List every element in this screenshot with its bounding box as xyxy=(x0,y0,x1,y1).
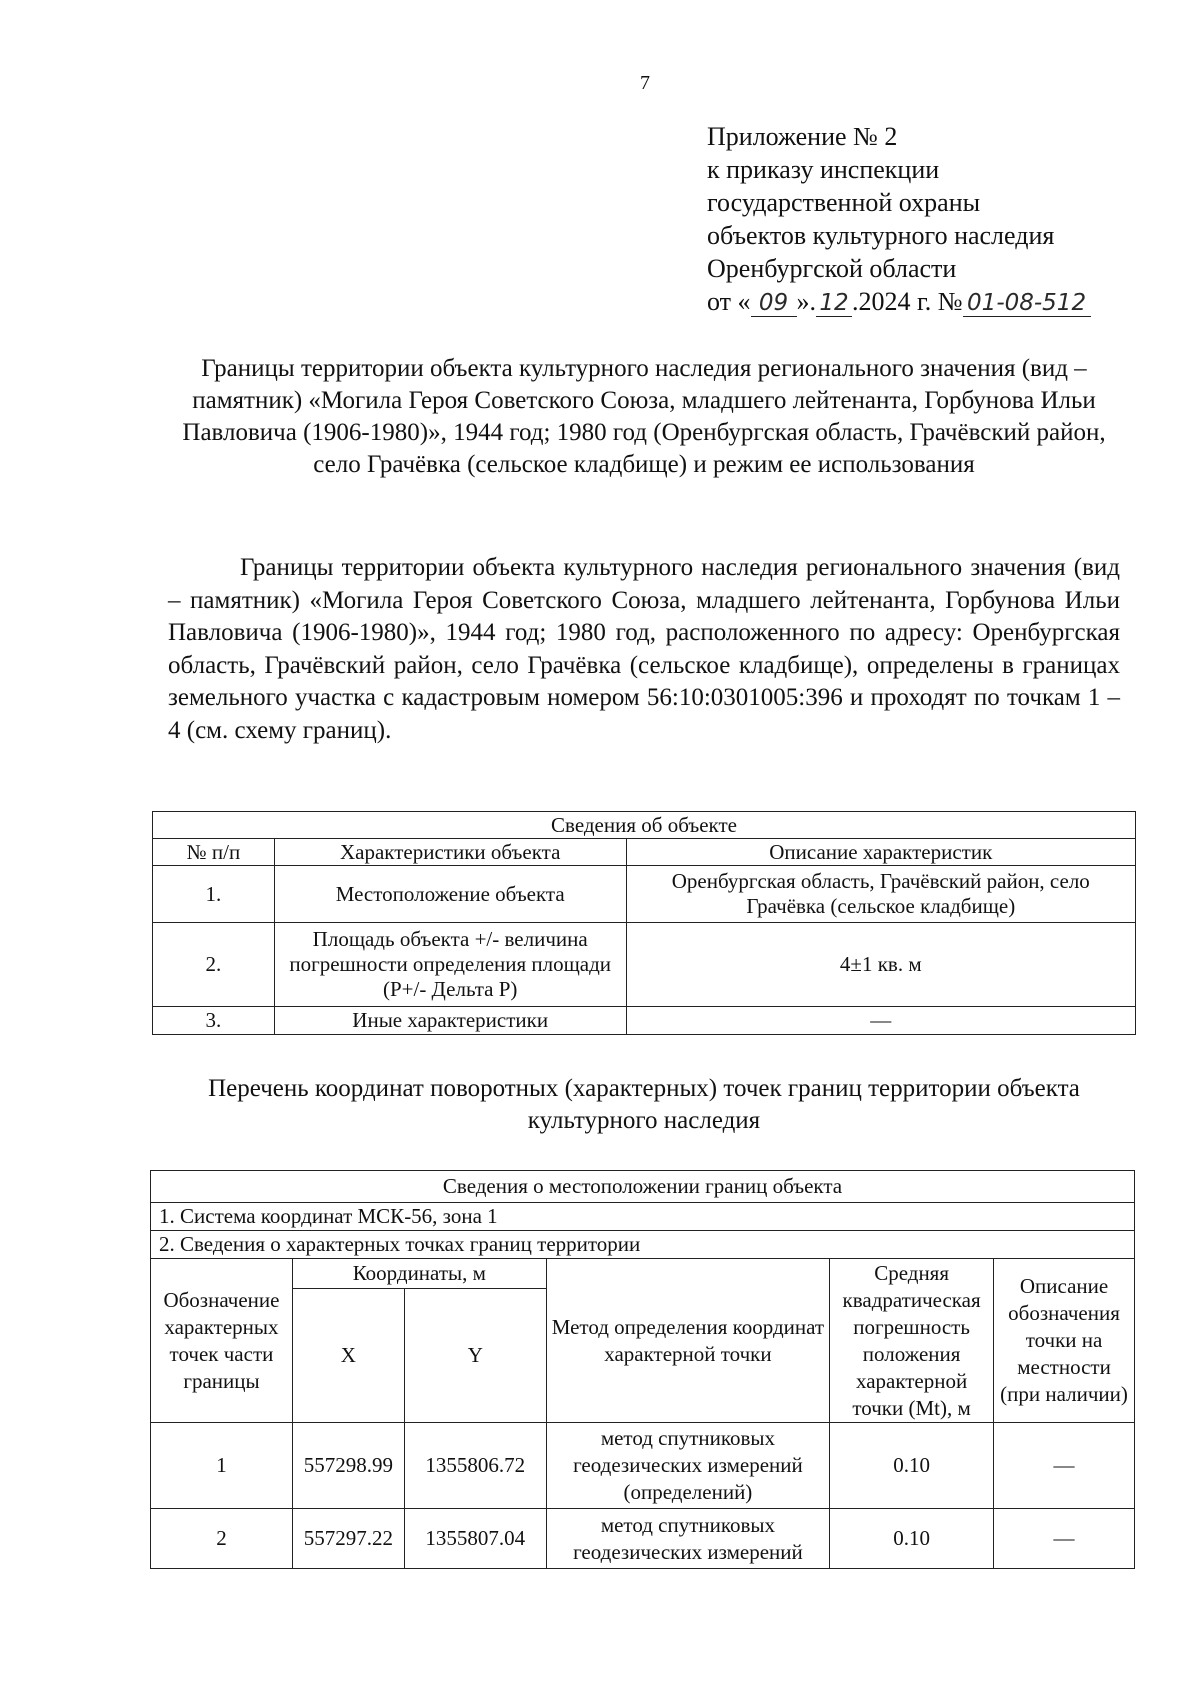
header-method: Метод определения координат характерной точки xyxy=(546,1259,829,1423)
paragraph-text: Границы территории объекта культурного наследия регионального значения (вид – памятник) «Могила Героя Советского Союза, младшего лейтенанта, Горбунова Ильи Павловича (1906-1980)», 1944 год; 1980 год, расположенного по адресу: Оренбургская область, Грачёвский район, село Грачёвка (сельское кладбище), определены в границах земельного участка с кадастровым номером 56:10:0301005:396 и проходят по точкам 1 – 4 (см. схему границ). xyxy=(168,554,1120,744)
coords-section-title: Перечень координат поворотных (характерных) точек границ территории объекта культурного наследия xyxy=(208,1075,1080,1134)
header-point: Обозначение характерных точек части границы xyxy=(151,1259,293,1423)
appendix-block xyxy=(707,120,1147,318)
appendix-date-line xyxy=(707,285,1147,318)
point-id: 2 xyxy=(151,1509,293,1569)
header-error: Средняя квадратическая погрешность положения характерной точки (Mt), м xyxy=(830,1259,994,1423)
date-year: .2024 г. № xyxy=(852,287,963,316)
appendix-line: к приказу инспекции xyxy=(707,155,940,184)
points-caption: 2. Сведения о характерных точках границ территории xyxy=(151,1231,1135,1259)
table-row xyxy=(151,1423,1135,1509)
row-characteristic: Местоположение объекта xyxy=(274,866,626,923)
point-method: метод спутниковых геодезических измерений (определений) xyxy=(546,1423,829,1509)
page-number: 7 xyxy=(640,72,650,94)
date-month: 12 xyxy=(816,290,852,317)
point-y: 1355806.72 xyxy=(404,1423,546,1509)
coords-system: 1. Система координат МСК-56, зона 1 xyxy=(151,1203,1135,1231)
appendix-line: Оренбургской области xyxy=(707,254,957,283)
header-y: Y xyxy=(404,1289,546,1423)
coords-table-caption: Сведения о местоположении границ объекта xyxy=(151,1171,1135,1203)
point-description: — xyxy=(994,1423,1135,1509)
table-row xyxy=(153,866,1136,923)
date-prefix: от « xyxy=(707,287,751,316)
body-paragraph xyxy=(168,552,1120,747)
row-number: 2. xyxy=(153,923,275,1007)
row-characteristic: Площадь объекта +/- величина погрешности определения площади (Р+/- Дельта Р) xyxy=(274,923,626,1007)
row-number: 3. xyxy=(153,1007,275,1035)
point-method: метод спутниковых геодезических измерений xyxy=(546,1509,829,1569)
point-y: 1355807.04 xyxy=(404,1509,546,1569)
table-row xyxy=(153,1007,1136,1035)
point-error: 0.10 xyxy=(830,1509,994,1569)
point-description: — xyxy=(994,1509,1135,1569)
document-title: Границы территории объекта культурного наследия регионального значения (вид – памятник) «Могила Героя Советского Союза, младшего лейтенанта, Горбунова Ильи Павловича (1906-1980)», 1944 год; 1980 год (Оренбургская область, Грачёвский район, село Грачёвка (сельское кладбище) и режим ее использования xyxy=(182,355,1106,478)
row-description: 4±1 кв. м xyxy=(626,923,1135,1007)
row-description: — xyxy=(626,1007,1135,1035)
date-sep: ». xyxy=(796,287,817,316)
row-description: Оренбургская область, Грачёвский район, село Грачёвка (сельское кладбище) xyxy=(626,866,1135,923)
header-description: Описание обозначения точки на местности (при наличии) xyxy=(994,1259,1135,1423)
table-header: Характеристики объекта xyxy=(274,839,626,866)
appendix-line: Приложение № 2 xyxy=(707,122,898,151)
appendix-line: государственной охраны xyxy=(707,188,981,217)
header-coords: Координаты, м xyxy=(292,1259,546,1289)
header-x: X xyxy=(292,1289,404,1423)
table-header: Описание характеристик xyxy=(626,839,1135,866)
coords-table xyxy=(150,1170,1135,1569)
point-error: 0.10 xyxy=(830,1423,994,1509)
point-x: 557298.99 xyxy=(292,1423,404,1509)
object-table-caption: Сведения об объекте xyxy=(153,812,1136,839)
table-header: № п/п xyxy=(153,839,275,866)
point-x: 557297.22 xyxy=(292,1509,404,1569)
table-row xyxy=(151,1509,1135,1569)
row-number: 1. xyxy=(153,866,275,923)
date-day: 09 xyxy=(751,290,797,317)
appendix-line: объектов культурного наследия xyxy=(707,221,1055,250)
row-characteristic: Иные характеристики xyxy=(274,1007,626,1035)
order-number: 01-08-512 xyxy=(963,290,1091,317)
table-row xyxy=(153,923,1136,1007)
point-id: 1 xyxy=(151,1423,293,1509)
object-info-table xyxy=(152,811,1136,1035)
